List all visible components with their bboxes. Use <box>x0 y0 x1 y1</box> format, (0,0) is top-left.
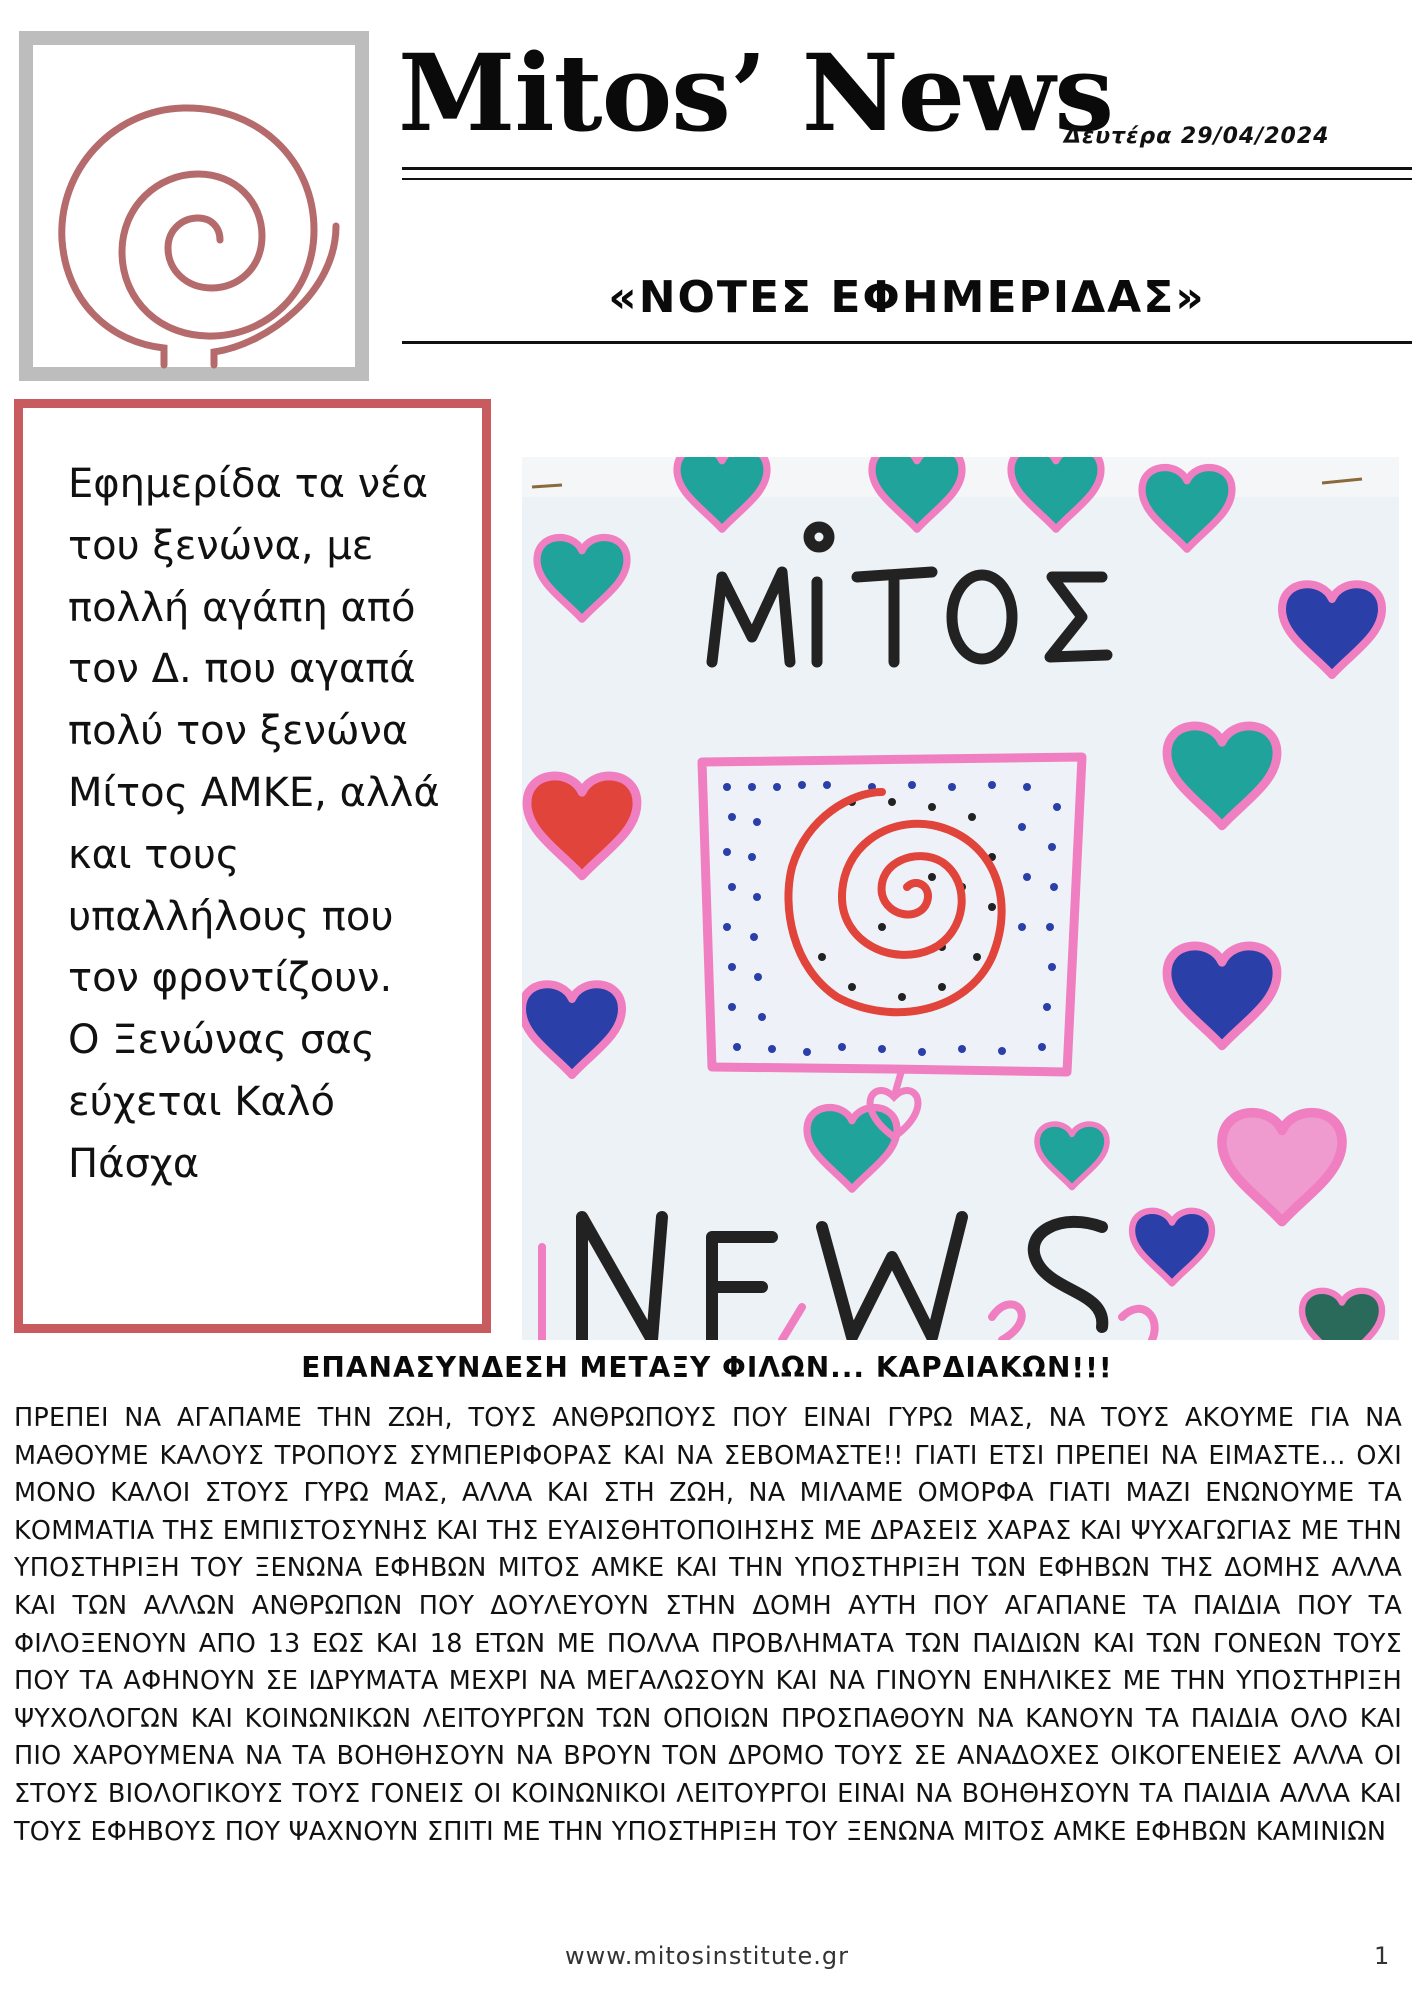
newspaper-title: Mitos’ News <box>398 30 1114 155</box>
article-body: ΠΡΕΠΕΙ ΝΑ ΑΓΑΠΑΜΕ ΤΗΝ ΖΩΗ, ΤΟΥΣ ΑΝΘΡΩΠΟΥΣ ΠΟΥ ΕΙΝΑΙ ΓΥΡΩ ΜΑΣ, ΝΑ ΤΟΥΣ ΑΚΟΥΜΕ ΓΙΑ ΝΑ ΜΑΘΟΥΜΕ ΚΑΛΟΥΣ ΤΡΟΠΟΥΣ ΣΥΜΠΕΡΙΦΟΡΑΣ ΚΑΙ ΝΑ ΣΕΒΟΜΑΣΤΕ!! ΓΙΑΤΙ ΕΤΣΙ ΠΡΕΠΕΙ ΝΑ ΕΙΜΑΣΤΕ... ΟΧΙ ΜΟΝΟ ΚΑΛΟΙ ΣΤΟΥΣ ΓΥΡΩ ΜΑΣ, ΑΛΛΑ ΚΑΙ ΣΤΗ ΖΩΗ, ΝΑ ΜΙΛΑΜΕ ΟΜΟΡΦΑ ΓΙΑΤΙ ΜΑΖΙ ΕΝΩΝΟΥΜΕ ΤΑ ΚΟΜΜΑΤΙΑ ΤΗΣ ΕΜΠΙΣΤΟΣΥΝΗΣ ΚΑΙ ΤΗΣ ΕΥΑΙΣΘΗΤΟΠΟΙΗΣΗΣ ΜΕ ΔΡΑΣΕΙΣ ΧΑΡΑΣ ΚΑΙ ΨΥΧΑΓΩΓΙΑΣ ΜΕ ΤΗΝ ΥΠΟΣΤΗΡΙΞΗ ΤΟΥ ΞΕΝΩΝΑ ΕΦΗΒΩΝ ΜΙΤΟΣ ΑΜΚΕ ΚΑΙ ΤΗΝ ΥΠΟΣΤΗΡΙΞΗ ΤΩΝ ΕΦΗΒΩΝ ΤΗΣ ΔΟΜΗΣ ΑΛΛΑ ΚΑΙ ΤΩΝ ΑΛΛΩΝ ΑΝΘΡΩΠΩΝ ΠΟΥ ΔΟΥΛΕΥΟΥΝ ΣΤΗΝ ΔΟΜΗ ΑΥΤΗ ΠΟΥ ΑΓΑΠΑΝΕ ΤΑ ΠΑΙΔΙΑ ΠΟΥ ΤΑ ΦΙΛΟΞΕΝΟΥΝ ΑΠΟ 13 ΕΩΣ ΚΑΙ 18 ΕΤΩΝ ΜΕ ΠΟΛΛΑ ΠΡΟΒΛΗΜΑΤΑ ΤΩΝ ΠΑΙΔΙΩΝ ΚΑΙ ΤΩΝ ΓΟΝΕΩΝ ΤΟΥΣ ΠΟΥ ΤΑ ΑΦΗΝΟΥΝ ΣΕ ΙΔΡΥΜΑΤΑ ΜΕΧΡΙ ΝΑ ΜΕΓΑΛΩΣΟΥΝ ΚΑΙ ΝΑ ΓΙΝΟΥΝ ΕΝΗΛΙΚΕΣ ΜΕ ΤΗΝ ΥΠΟΣΤΗΡΙΞΗ ΨΥΧΟΛΟΓΩΝ ΚΑΙ ΚΟΙΝΩΝΙΚΩΝ ΛΕΙΤΟΥΡΓΩΝ ΤΩΝ ΟΠΟΙΩΝ ΠΡΟΣΠΑΘΟΥΝ ΝΑ ΚΑΝΟΥΝ ΤΑ ΠΑΙΔΙΑ ΟΛΟ ΚΑΙ ΠΙΟ ΧΑΡΟΥΜΕΝΑ ΝΑ ΤΑ ΒΟΗΘΗΣΟΥΝ ΝΑ ΒΡΟΥΝ ΤΟΝ ΔΡΟΜΟ ΤΟΥΣ ΣΕ ΑΝΑΔΟΧΕΣ ΟΙΚΟΓΕΝΕΙΕΣ ΑΛΛΑ ΟΙ ΣΤΟΥΣ ΒΙΟΛΟΓΙΚΟΥΣ ΤΟΥΣ ΓΟΝΕΙΣ ΟΙ ΚΟΙΝΩΝΙΚΟΙ ΛΕΙΤΟΥΡΓΟΙ ΕΙΝΑΙ ΝΑ ΒΟΗΘΗΣΟΥΝ ΤΑ ΠΑΙΔΙΑ ΑΛΛΑ ΚΑΙ ΤΟΥΣ ΕΦΗΒΟΥΣ ΠΟΥ ΨΑΧΝΟΥΝ ΣΠΙΤΙ ΜΕ ΤΗΝ ΥΠΟΣΤΗΡΙΞΗ ΤΟΥ ΞΕΝΩΝΑ ΜΙΤΟΣ ΑΜΚΕ ΕΦΗΒΩΝ ΚΑΜΙΝΙΩΝ <box>14 1403 1402 1847</box>
section-rule <box>402 341 1412 344</box>
page-number: 1 <box>1374 1942 1390 1970</box>
spiral-logo-icon <box>18 30 370 382</box>
intro-text: Εφημερίδα τα νέα του ξενώνα, με πολλή αγάπη από τον Δ. που αγαπά πολύ τον ξενώνα Μίτος ΑΜΚΕ, αλλά και τους υπαλλήλους που τον φροντίζουν. Ο Ξενώνας σας εύχεται Καλό Πάσχα <box>68 461 440 1187</box>
masthead-rule-bottom <box>402 178 1412 180</box>
mitos-logo <box>18 30 370 382</box>
hand-drawn-poster <box>522 457 1399 1340</box>
footer-website-link[interactable]: www.mitosinstitute.gr <box>565 1942 849 1970</box>
intro-box <box>14 399 491 1333</box>
heart-icon <box>1302 1291 1382 1340</box>
issue-date: Δευτέρα 29/04/2024 <box>1064 124 1330 149</box>
section-title: «ΝΟΤΕΣ ΕΦΗΜΕΡΙΔΑΣ» <box>608 272 1206 323</box>
drawing-photo <box>522 457 1399 1340</box>
masthead-rule-top <box>402 167 1412 170</box>
article-headline: ΕΠΑΝΑΣΥΝΔΕΣΗ ΜΕΤΑΞΥ ΦΙΛΩΝ... ΚΑΡΔΙΑΚΩΝ!!! <box>301 1351 1113 1384</box>
